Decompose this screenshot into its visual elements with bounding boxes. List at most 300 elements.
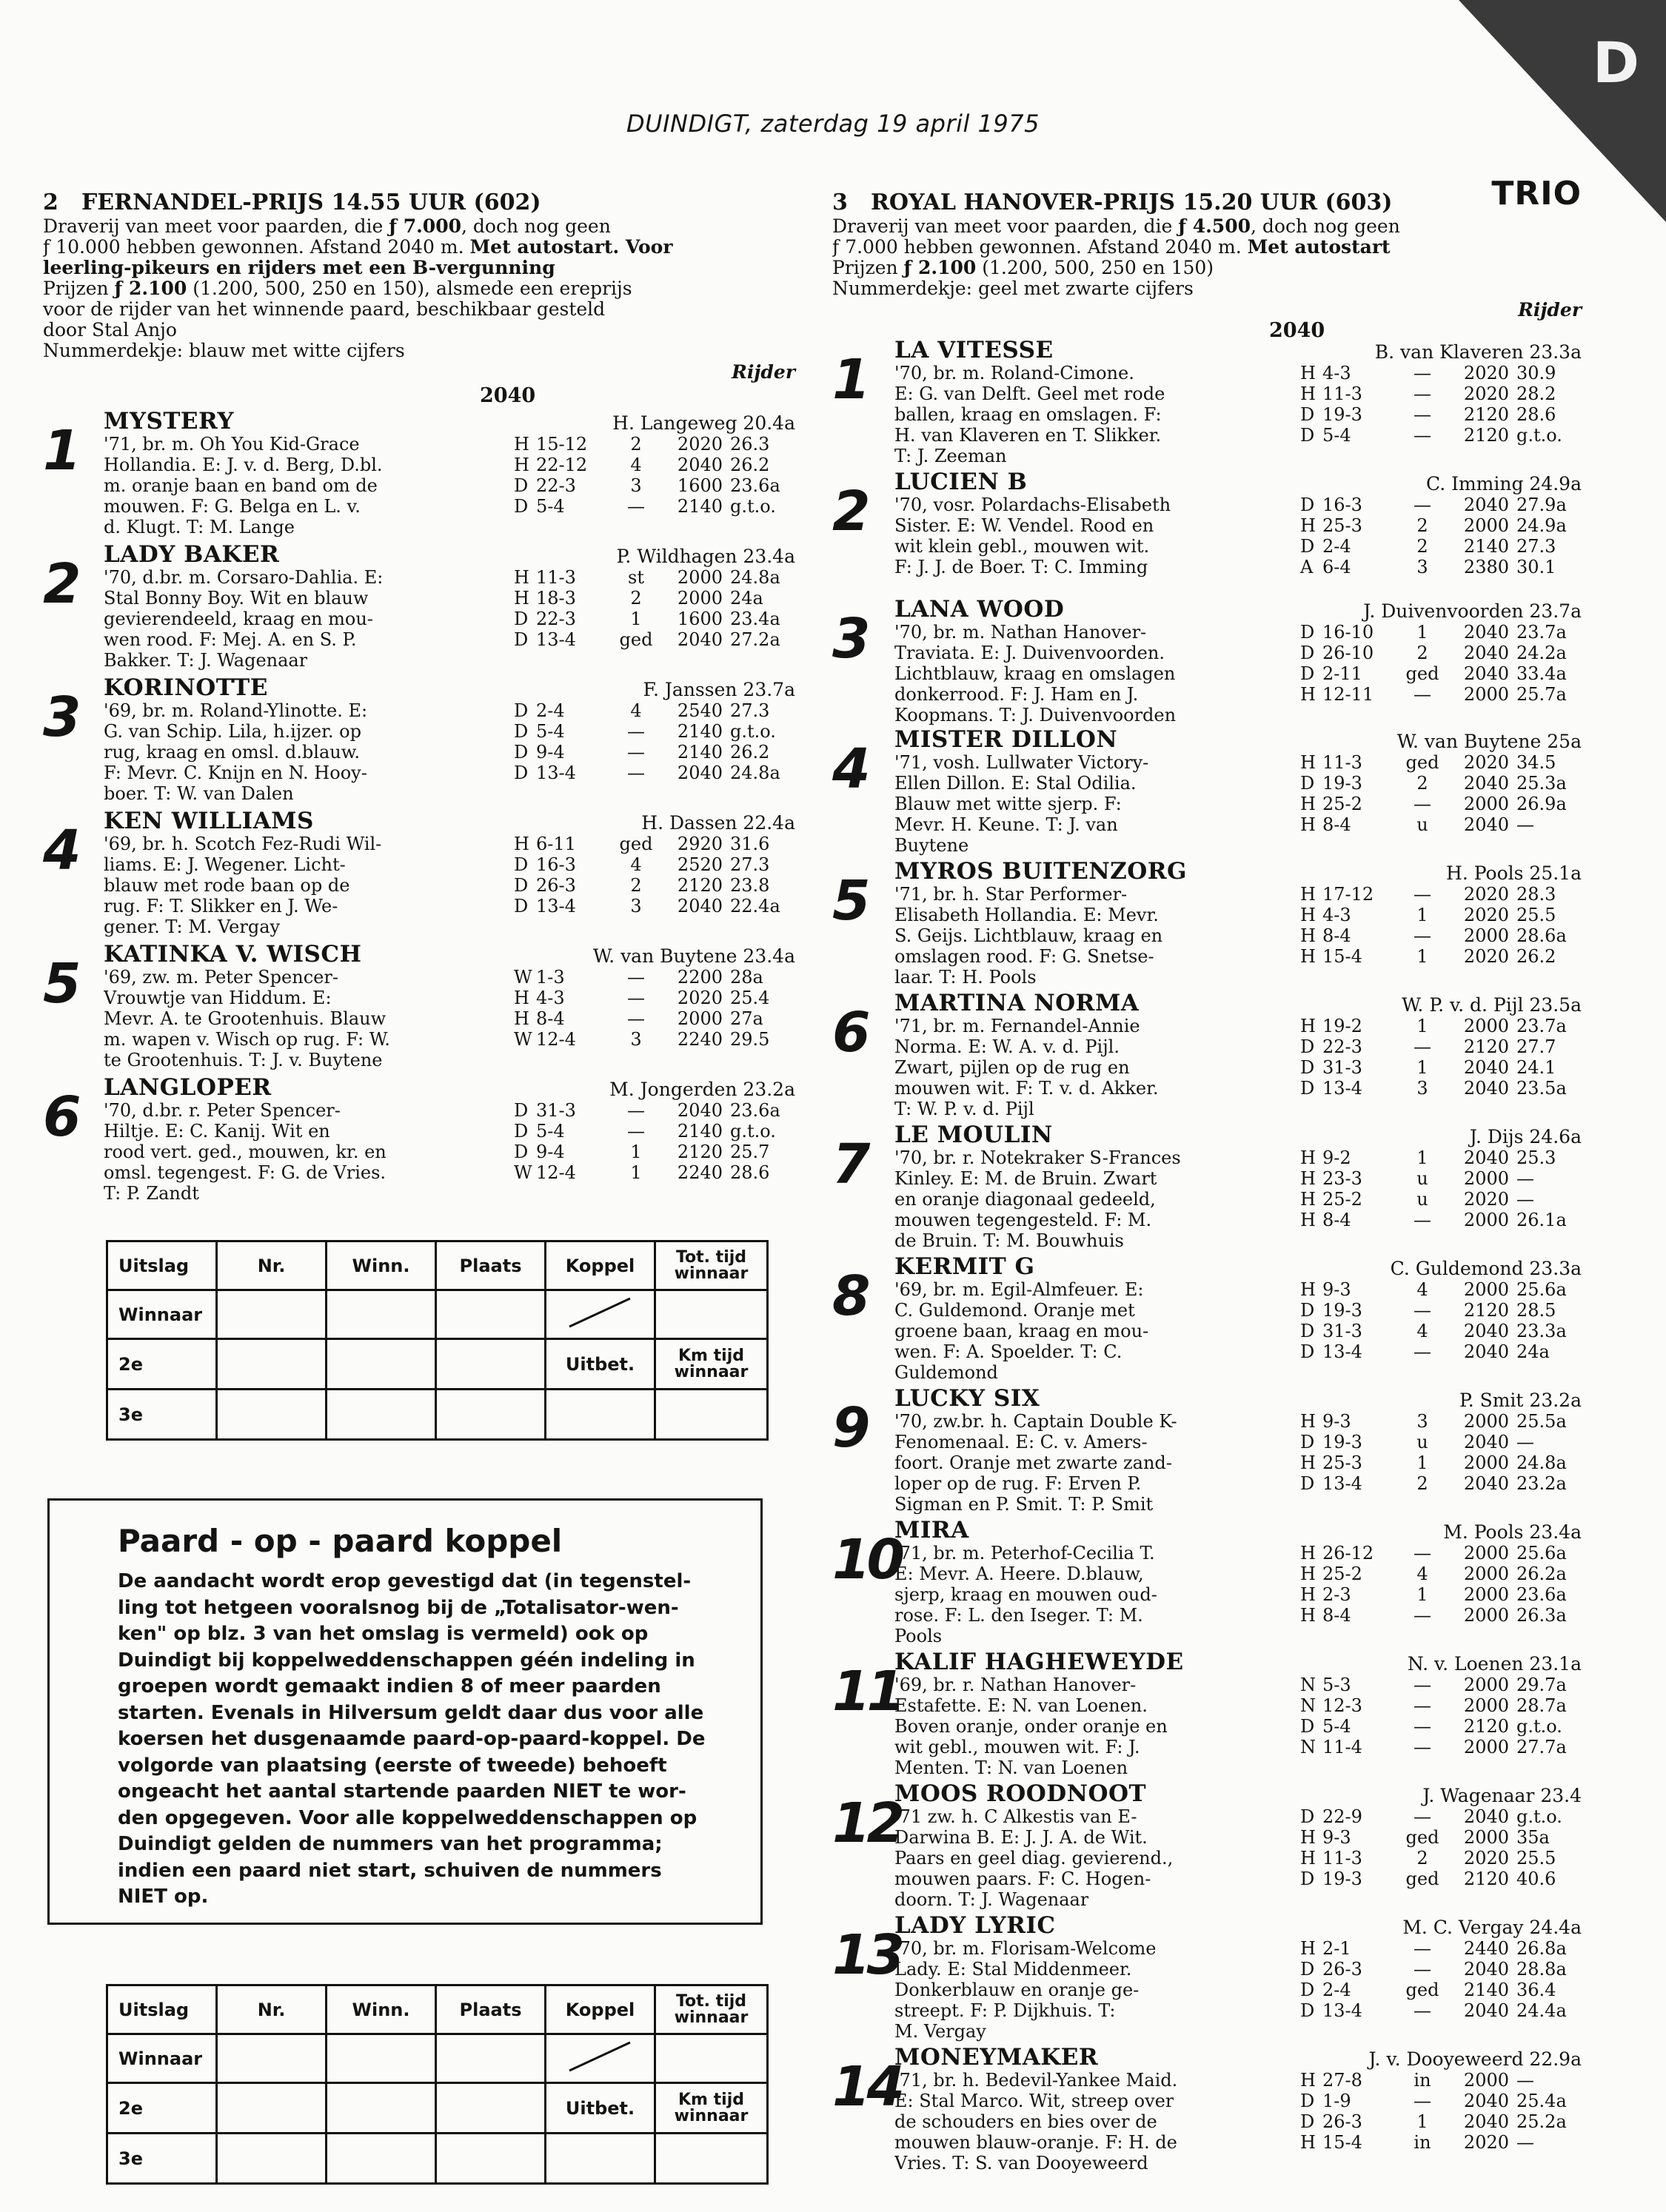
form-line (1300, 1695, 1582, 1716)
race-date: 2-4 (1322, 536, 1351, 557)
race-time: 23.6a (730, 1100, 780, 1121)
form-line (1300, 425, 1582, 446)
race-distance: 2000 (1463, 1605, 1509, 1626)
track-code: D (1300, 2111, 1315, 2132)
race-time: — (1516, 814, 1534, 835)
koppel-line: NIET op. (118, 1886, 209, 1908)
race-date: 22-9 (1322, 1806, 1362, 1827)
pedigree-text: '69, br. r. Nathan Hanover- (894, 1675, 1137, 1695)
koppel-line: koersen het dusgenaamde paard-op-paard-koppel. De (118, 1728, 706, 1750)
race-distance: 2140 (677, 721, 723, 742)
form-line (514, 700, 795, 721)
pedigree-line (104, 609, 795, 629)
race-time: 23.2a (1516, 1473, 1567, 1494)
race-time: 25.6a (1516, 1543, 1567, 1564)
track-code: D (1300, 1432, 1315, 1452)
result-entry-cell (217, 2083, 327, 2134)
pedigree-text: M. Vergay (894, 2021, 986, 2042)
race-distance: 2040 (1463, 814, 1509, 835)
pedigree-text: T: P. Zandt (104, 1183, 199, 1204)
pedigree-line (894, 2132, 1582, 2153)
start-number: 5 (832, 869, 867, 933)
race-date: 8-4 (1322, 814, 1351, 835)
uitbet-label: Uitbet. (546, 1339, 655, 1390)
placing: 2 (630, 588, 642, 609)
race-distance: 2040 (1463, 2091, 1509, 2111)
race-title (43, 190, 795, 216)
result-header-5: Tot. tijd winnaar (655, 1985, 768, 2034)
pedigree-text: de Bruin. T: M. Bouwhuis (894, 1230, 1124, 1251)
result-header-2: Winn. (327, 1985, 436, 2034)
track-code: H (1300, 1564, 1316, 1584)
placing: — (627, 496, 645, 517)
pedigree-text: '69, zw. m. Peter Spencer- (104, 967, 338, 988)
race-distance: 2120 (1463, 404, 1509, 425)
race-time: 27.3 (730, 700, 770, 721)
koppel-line: volgorde van plaatsing (eerste of tweede) behoeft (118, 1754, 667, 1777)
start-number: 9 (832, 1396, 867, 1460)
form-line (1300, 536, 1582, 557)
form-line (514, 1142, 795, 1162)
rider-name: J. Wagenaar 23.4 (1422, 1785, 1582, 1806)
pedigree-line (894, 446, 1582, 466)
race-date: 26-3 (536, 875, 576, 896)
race-distance: 2040 (677, 629, 723, 650)
race-distance: 2020 (1463, 363, 1509, 383)
horse-details (894, 1254, 1582, 1383)
result-entry-cell (546, 2134, 655, 2184)
race-date: 8-4 (1322, 925, 1351, 946)
race-time: — (1516, 1168, 1534, 1189)
rider-name: J. Duivenvoorden 23.7a (1363, 600, 1582, 622)
pedigree-text: groene baan, kraag en mou- (894, 1321, 1149, 1341)
race-distance: 2000 (1463, 1695, 1509, 1716)
race-time: 26.2 (730, 742, 770, 763)
pedigree-text: Stal Bonny Boy. Wit en blauw (104, 588, 369, 609)
race-date: 31-3 (536, 1100, 576, 1121)
horse-name: KATINKA V. WISCH (104, 941, 362, 968)
pedigree-line (894, 2021, 1582, 2042)
pedigree-text: rug. F: T. Slikker en J. We- (104, 896, 338, 916)
form-line (1300, 773, 1582, 794)
race-distance: 2000 (1463, 1016, 1509, 1036)
placing: 2 (1416, 773, 1428, 794)
pedigree-line (104, 434, 795, 455)
race-time: 30.1 (1516, 557, 1556, 577)
pedigree-text: foort. Oranje met zwarte zand- (894, 1452, 1172, 1473)
pedigree-text: Hollandia. E: J. v. d. Berg, D.bl. (104, 455, 383, 475)
pedigree-text: '70, vosr. Polardachs-Elisabeth (894, 495, 1171, 515)
pedigree-line (104, 896, 795, 916)
race-time: — (1516, 1189, 1534, 1210)
race-3-column (832, 175, 1582, 2174)
track-code: D (1300, 643, 1315, 663)
race-distance: 2140 (1463, 536, 1509, 557)
result-entry-cell (217, 1339, 327, 1390)
race-distance: 2000 (1463, 684, 1509, 705)
race-distance: 2040 (1463, 1321, 1509, 1341)
pedigree-text: '70, d.br. r. Peter Spencer- (104, 1100, 341, 1121)
race-time: 24.1 (1516, 1057, 1556, 1078)
start-number: 8 (832, 1264, 867, 1328)
placing: st (628, 567, 644, 588)
rider-name: F. Janssen 23.7a (643, 679, 795, 700)
rider-name: H. Langeweg 20.4a (612, 412, 795, 434)
placing: ged (1405, 1827, 1439, 1848)
track-code: D (514, 609, 529, 629)
pedigree-text: '70, zw.br. h. Captain Double K- (894, 1411, 1177, 1432)
horse-name-row (894, 1386, 1582, 1411)
koppel-notice-box (47, 1498, 763, 1925)
race-time: 25.7a (1516, 684, 1567, 705)
form-line (1300, 814, 1582, 835)
race-date: 9-4 (536, 1142, 565, 1162)
pedigree-text: Guldemond (894, 1362, 998, 1383)
race-date: 6-11 (536, 834, 576, 854)
race-distance: 2380 (1463, 557, 1509, 577)
form-line (1300, 1147, 1582, 1168)
pedigree-text: wit gebl., mouwen wit. F: J. (894, 1737, 1140, 1757)
race-date: 16-3 (1322, 495, 1362, 515)
horse-name: MYSTERY (104, 408, 234, 435)
pedigree-line (894, 1584, 1582, 1605)
horse-name-row (894, 859, 1582, 884)
race-distance: 2140 (677, 496, 723, 517)
track-code: H (1300, 1543, 1316, 1564)
track-code: H (1300, 925, 1316, 946)
result-header-3: Plaats (436, 1985, 546, 2034)
pedigree-line (104, 517, 795, 537)
pedigree-line (894, 1737, 1582, 1757)
form-line (1300, 1605, 1582, 1626)
pedigree-text: laar. T: H. Pools (894, 967, 1037, 988)
pedigree-text: E: Stal Marco. Wit, streep over (894, 2091, 1174, 2111)
pedigree-line (104, 916, 795, 937)
race-time: — (1516, 1432, 1534, 1452)
pedigree-text: mouwen blauw-oranje. F: H. de (894, 2132, 1177, 2153)
race-distance: 2140 (677, 1121, 723, 1142)
pedigree-line (894, 1230, 1582, 1251)
start-number: 11 (832, 1660, 901, 1723)
horse-name-row (894, 1254, 1582, 1279)
result-entry-cell (655, 1290, 768, 1339)
placing: — (1414, 2091, 1431, 2111)
form-line (1300, 1036, 1582, 1057)
result-row-label: 3e (107, 1390, 217, 1440)
pedigree-line (894, 1675, 1582, 1695)
pedigree-text: Vries. T: S. van Dooyeweerd (894, 2153, 1148, 2174)
horse-details (104, 808, 795, 937)
pedigree-text: boer. T: W. van Dalen (104, 783, 294, 804)
horse-name-row (104, 808, 795, 834)
placing: ged (1405, 663, 1439, 684)
placing: 1 (1416, 1057, 1428, 1078)
race-time: 35a (1516, 1827, 1550, 1848)
track-code: D (1300, 1036, 1315, 1057)
pedigree-line (104, 1008, 795, 1029)
race-date: 9-3 (1322, 1411, 1351, 1432)
placing: — (1414, 1210, 1431, 1230)
track-code: H (1300, 814, 1316, 835)
pedigree-text: '71, br. h. Bedevil-Yankee Maid. (894, 2070, 1178, 2091)
form-line (514, 496, 795, 517)
placing: — (1414, 1938, 1431, 1959)
placing: 3 (1416, 1078, 1428, 1099)
koppel-line: ling tot hetgeen vooralsnog bij de „Totalisator-wen- (118, 1596, 679, 1619)
horse-name-row (104, 542, 795, 567)
koppel-title: Paard - op - paard koppel (118, 1523, 563, 1559)
race-date: 19-3 (1322, 404, 1362, 425)
race-date: 12-3 (1322, 1695, 1362, 1716)
race-distance: 2020 (1463, 946, 1509, 967)
form-line (1300, 1341, 1582, 1362)
race-time: g.t.o. (1516, 1716, 1562, 1737)
placing: 1 (1416, 2111, 1428, 2132)
result-entry-cell (217, 2034, 327, 2083)
race-date: 5-4 (536, 721, 565, 742)
placing: — (627, 1121, 645, 1142)
form-line (1300, 622, 1582, 643)
race-date: 13-4 (1322, 1341, 1362, 1362)
race-distance: 2000 (1463, 1168, 1509, 1189)
horse-entry (832, 1254, 1582, 1383)
pedigree-line (894, 1099, 1582, 1119)
placing: — (1414, 1959, 1431, 1980)
placing: u (1416, 814, 1428, 835)
race-date: 19-3 (1322, 1432, 1362, 1452)
race-conditions-line: door Stal Anjo (43, 320, 177, 341)
race-date: 5-4 (1322, 1716, 1351, 1737)
track-code: D (1300, 622, 1315, 643)
race-conditions-line: leerling-pikeurs en rijders met een B-vergunning (43, 258, 555, 278)
pedigree-text: '71, br. m. Fernandel-Annie (894, 1016, 1140, 1036)
race-date: 2-1 (1322, 1938, 1351, 1959)
race-time: g.t.o. (1516, 1806, 1562, 1827)
horse-name: LA VITESSE (894, 337, 1054, 363)
placing: 1 (1416, 622, 1428, 643)
placing: — (627, 763, 645, 783)
horse-name-row (104, 409, 795, 434)
form-line (514, 1162, 795, 1183)
race-time: 26.8a (1516, 1938, 1567, 1959)
horse-entry (832, 859, 1582, 988)
race-date: 11-3 (1322, 752, 1362, 773)
race-time: 27.7a (1516, 1737, 1567, 1757)
race-conditions-line: Draverij van meet voor paarden, die ƒ 7.000, doch nog geen (43, 216, 611, 237)
pedigree-text: doorn. T: J. Wagenaar (894, 1889, 1089, 1910)
pedigree-line (104, 629, 795, 650)
race-time: g.t.o. (730, 721, 776, 742)
result-header-0: Uitslag (107, 1985, 217, 2034)
horse-name-row (104, 942, 795, 967)
pedigree-text: wen. F: A. Spoelder. T: C. (894, 1341, 1123, 1362)
placing: in (1414, 2070, 1431, 2091)
track-code: H (1300, 363, 1316, 383)
result-entry-cell (327, 2034, 436, 2083)
form-line (1300, 1675, 1582, 1695)
race-time: 25.3 (1516, 1147, 1556, 1168)
pedigree-line (894, 663, 1582, 684)
race-date: 2-4 (536, 700, 565, 721)
result-entry-cell (436, 2134, 546, 2184)
pedigree-line (894, 1452, 1582, 1473)
start-number: 2 (832, 480, 867, 543)
race-date: 9-3 (1322, 1279, 1351, 1300)
race-conditions-line: ƒ 10.000 hebben gewonnen. Afstand 2040 m. Met autostart. Voor (43, 237, 673, 258)
form-line (1300, 1452, 1582, 1473)
race-date: 2-11 (1322, 663, 1362, 684)
race-distance: 2040 (1463, 643, 1509, 663)
form-line (514, 455, 795, 475)
start-number: 6 (832, 1001, 867, 1065)
race-date: 5-4 (1322, 425, 1351, 446)
track-code: D (514, 896, 529, 916)
pedigree-line (894, 884, 1582, 905)
race-time: 25.4a (1516, 2091, 1567, 2111)
pedigree-line (894, 363, 1582, 383)
race-date: 12-4 (536, 1029, 576, 1050)
track-code: D (1300, 1321, 1315, 1341)
form-line (1300, 1584, 1582, 1605)
pedigree-line (894, 2153, 1582, 2174)
placing: 4 (630, 455, 642, 475)
race-distance: 2020 (1463, 884, 1509, 905)
pedigree-text: Blauw met witte sjerp. F: (894, 794, 1122, 814)
race-time: 24.9a (1516, 515, 1567, 536)
distance-label: 2040 (480, 384, 536, 407)
pedigree-line (894, 835, 1582, 856)
track-code: D (1300, 1716, 1315, 1737)
result-entry-cell (217, 2134, 327, 2184)
form-line (514, 988, 795, 1008)
track-code: D (1300, 1806, 1315, 1827)
pedigree-text: '69, br. h. Scotch Fez-Rudi Wil- (104, 834, 382, 854)
horse-details (894, 1518, 1582, 1646)
horse-name-row (894, 1913, 1582, 1938)
pedigree-line (894, 1147, 1582, 1168)
placing: — (1414, 1300, 1431, 1321)
placing: ged (1405, 752, 1439, 773)
horse-name-row (894, 727, 1582, 752)
race-time: g.t.o. (730, 1121, 776, 1142)
slash-mark (556, 1294, 645, 1331)
horse-name-row (894, 1518, 1582, 1543)
horse-entry (832, 597, 1582, 725)
pedigree-text: G. van Schip. Lila, h.ijzer. op (104, 721, 361, 742)
horse-name-row (894, 2045, 1582, 2070)
track-code: D (1300, 1078, 1315, 1099)
race-distance: 2000 (1463, 1827, 1509, 1848)
form-line (1300, 1543, 1582, 1564)
placing: — (1414, 684, 1431, 705)
race-date: 26-12 (1322, 1543, 1374, 1564)
form-line (1300, 363, 1582, 383)
placing: — (1414, 1737, 1431, 1757)
pedigree-line (894, 622, 1582, 643)
race-time: 25.6a (1516, 1279, 1567, 1300)
form-line (1300, 1411, 1582, 1432)
pedigree-line (104, 834, 795, 854)
form-line (514, 609, 795, 629)
track-code: H (514, 1008, 529, 1029)
horse-entry (832, 1913, 1582, 2042)
race-date: 26-3 (1322, 1959, 1362, 1980)
result-entry-cell (217, 1290, 327, 1339)
race-time: 27.7 (1516, 1036, 1556, 1057)
race-date: 17-12 (1322, 884, 1374, 905)
pedigree-text: E: Mevr. A. Heere. D.blauw, (894, 1564, 1144, 1584)
horse-entry (832, 1649, 1582, 1778)
pedigree-text: Sister. E: W. Vendel. Rood en (894, 515, 1154, 536)
race-date: 25-2 (1322, 1189, 1362, 1210)
race-time: 24.8a (730, 567, 780, 588)
result-header-2: Winn. (327, 1241, 436, 1290)
result-row-label: Winnaar (107, 1290, 217, 1339)
race-time: 23.4a (730, 609, 780, 629)
horse-entry (43, 942, 795, 1070)
pedigree-line (894, 1543, 1582, 1564)
race-conditions-line: ƒ 7.000 hebben gewonnen. Afstand 2040 m. Met autostart (832, 237, 1391, 258)
placing: — (1414, 1605, 1431, 1626)
form-line (1300, 404, 1582, 425)
race-time: g.t.o. (1516, 425, 1562, 446)
form-line (514, 967, 795, 988)
track-code: D (514, 742, 529, 763)
horse-name: MISTER DILLON (894, 726, 1118, 753)
horse-details (894, 1386, 1582, 1515)
horse-details (104, 1075, 795, 1204)
pedigree-text: loper op de rug. F: Erven P. (894, 1473, 1142, 1494)
placing: 2 (1416, 643, 1428, 663)
race-date: 5-4 (536, 496, 565, 517)
race-distance: 2000 (1463, 1543, 1509, 1564)
placing: 3 (1416, 1411, 1428, 1432)
track-code: D (514, 700, 529, 721)
track-code: H (1300, 1605, 1316, 1626)
horse-entry (832, 469, 1582, 577)
pedigree-line (894, 1757, 1582, 1778)
race-title (832, 175, 1582, 216)
pedigree-text: streept. F: P. Dijkhuis. T: (894, 2000, 1116, 2021)
race-time: 28.7a (1516, 1695, 1567, 1716)
race-distance: 2120 (1463, 1036, 1509, 1057)
placing: u (1416, 1189, 1428, 1210)
race-time: 28.6a (1516, 925, 1567, 946)
placing: — (627, 742, 645, 763)
pedigree-line (104, 721, 795, 742)
form-line (514, 721, 795, 742)
horse-entry (43, 542, 795, 671)
race-date: 19-3 (1322, 1869, 1362, 1889)
form-line (514, 475, 795, 496)
race-date: 9-2 (1322, 1147, 1351, 1168)
race-time: 36.4 (1516, 1980, 1556, 2000)
track-code: H (1300, 794, 1316, 814)
pedigree-line (104, 1183, 795, 1204)
race-distance: 2000 (1463, 1279, 1509, 1300)
placing: — (1414, 1341, 1431, 1362)
pedigree-text: C. Guldemond. Oranje met (894, 1300, 1135, 1321)
race-conditions-line: Prijzen ƒ 2.100 (1.200, 500, 250 en 150) (832, 258, 1214, 278)
pedigree-text: Buytene (894, 835, 969, 856)
race-distance: 2000 (1463, 925, 1509, 946)
race-date: 31-3 (1322, 1057, 1362, 1078)
race-date: 8-4 (536, 1008, 565, 1029)
race-distance: 2000 (677, 1008, 723, 1029)
horse-details (894, 1122, 1582, 1251)
pedigree-line (894, 1432, 1582, 1452)
race-time: — (1516, 2132, 1534, 2153)
